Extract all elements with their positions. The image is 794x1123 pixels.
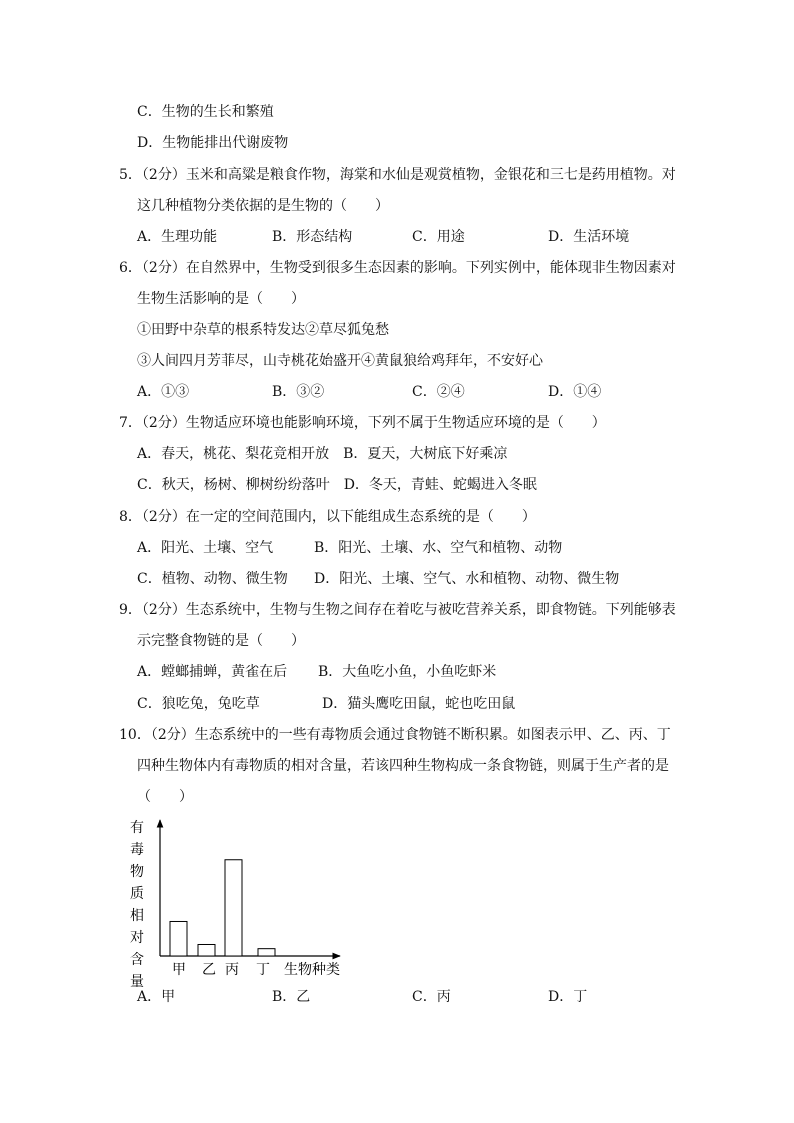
q7-options-row-2: C．秋天，杨树、柳树纷纷落叶 D．冬天，青蛙、蛇蝎进入冬眠	[137, 477, 537, 493]
q9-option-a: A．螳螂捕蝉，黄雀在后	[137, 664, 288, 680]
y-axis-label-char: 量	[130, 974, 144, 990]
x-tick-label: 乙	[202, 962, 216, 978]
q4-option-d: D．生物能排出代谢废物	[137, 135, 289, 151]
q6-item-line-1: ①田野中杂草的根系特发达②草尽狐兔愁	[137, 322, 389, 338]
q10-option-b: B．乙	[272, 989, 311, 1005]
q6-stem-line-2: 生物生活影响的是（ ）	[137, 291, 305, 307]
q10-option-c: C．丙	[412, 989, 451, 1005]
x-tick-label: 甲	[172, 962, 186, 978]
y-axis-label-char: 物	[130, 864, 144, 880]
q6-option-d: D．①④	[548, 384, 602, 400]
q9-stem-line-1: 9．（2分）生态系统中，生物与生物之间存在着吃与被吃营养关系，即食物链。下列能够表	[119, 602, 676, 618]
q8-stem-line-1: 8．（2分）在一定的空间范围内，以下能组成生态系统的是（ ）	[119, 509, 536, 525]
q5-option-a: A．生理功能	[137, 229, 218, 245]
q7-options-row-1: A．春天，桃花、梨花竞相开放 B．夏天，大树底下好乘凉	[137, 446, 508, 462]
bar-1	[170, 921, 187, 956]
q10-stem-line-2: 四种生物体内有毒物质的相对含量，若该四种生物构成一条食物链，则属于生产者的是	[137, 758, 669, 774]
q9-option-b: B．大鱼吃小鱼，小鱼吃虾米	[318, 664, 497, 680]
q8-option-a: A．阳光、土壤、空气	[137, 540, 274, 556]
x-tick-label: 丙	[225, 962, 239, 978]
y-axis-label-char: 相	[130, 908, 144, 924]
y-axis-label	[130, 820, 144, 990]
y-axis-label-char: 有	[130, 820, 144, 836]
bars	[170, 860, 275, 956]
toxin-bar-chart	[128, 812, 368, 990]
q5-option-c: C．用途	[412, 229, 465, 245]
q5-stem-line-1: 5．（2分）玉米和高粱是粮食作物，海棠和水仙是观赏植物，金银花和三七是药用植物。对	[119, 167, 676, 183]
q10-option-a: A．甲	[137, 989, 176, 1005]
q5-stem-line-2: 这几种植物分类依据的是生物的（ ）	[137, 198, 389, 214]
q9-option-c: C．狼吃兔，兔吃草	[137, 696, 260, 712]
q10-option-d: D．丁	[548, 989, 588, 1005]
q5-option-d: D．生活环境	[548, 229, 630, 245]
q9-option-d: D．猫头鹰吃田鼠，蛇也吃田鼠	[322, 696, 516, 712]
q10-stem-line-1: 10．（2分）生态系统中的一些有毒物质会通过食物链不断积累。如图表示甲、乙、丙、丁	[119, 727, 671, 743]
q6-stem-line-1: 6．（2分）在自然界中，生物受到很多生态因素的影响。下列实例中，能体现非生物因素对	[119, 260, 676, 276]
q6-option-c: C．②④	[412, 384, 465, 400]
y-axis-label-char: 质	[130, 886, 144, 902]
q4-option-c: C．生物的生长和繁殖	[137, 104, 274, 120]
x-tick-label: 丁	[256, 962, 270, 978]
q8-option-c: C．植物、动物、微生物	[137, 571, 288, 587]
x-tick-labels	[172, 962, 270, 978]
q7-stem-line-1: 7．（2分）生物适应环境也能影响环境，下列不属于生物适应环境的是（ ）	[119, 415, 606, 431]
y-axis-label-char: 对	[130, 930, 144, 946]
q8-option-b: B．阳光、土壤、水、空气和植物、动物	[314, 540, 563, 556]
q6-option-a: A．①③	[137, 384, 190, 400]
bar-4	[258, 949, 275, 956]
q6-option-b: B．③②	[272, 384, 325, 400]
q6-item-line-2: ③人间四月芳菲尽，山寺桃花始盛开④黄鼠狼给鸡拜年，不安好心	[137, 353, 543, 369]
q8-option-d: D．阳光、土壤、空气、水和植物、动物、微生物	[314, 571, 620, 587]
y-axis-label-char: 毒	[130, 842, 144, 858]
q9-stem-line-2: 示完整食物链的是（ ）	[137, 633, 305, 649]
q5-option-b: B．形态结构	[272, 229, 353, 245]
bar-2	[198, 944, 215, 956]
x-axis-label: 生物种类	[284, 962, 340, 978]
q10-stem-line-3: （ ）	[137, 789, 193, 805]
bar-3	[225, 860, 242, 956]
y-axis-label-char: 含	[130, 952, 144, 968]
